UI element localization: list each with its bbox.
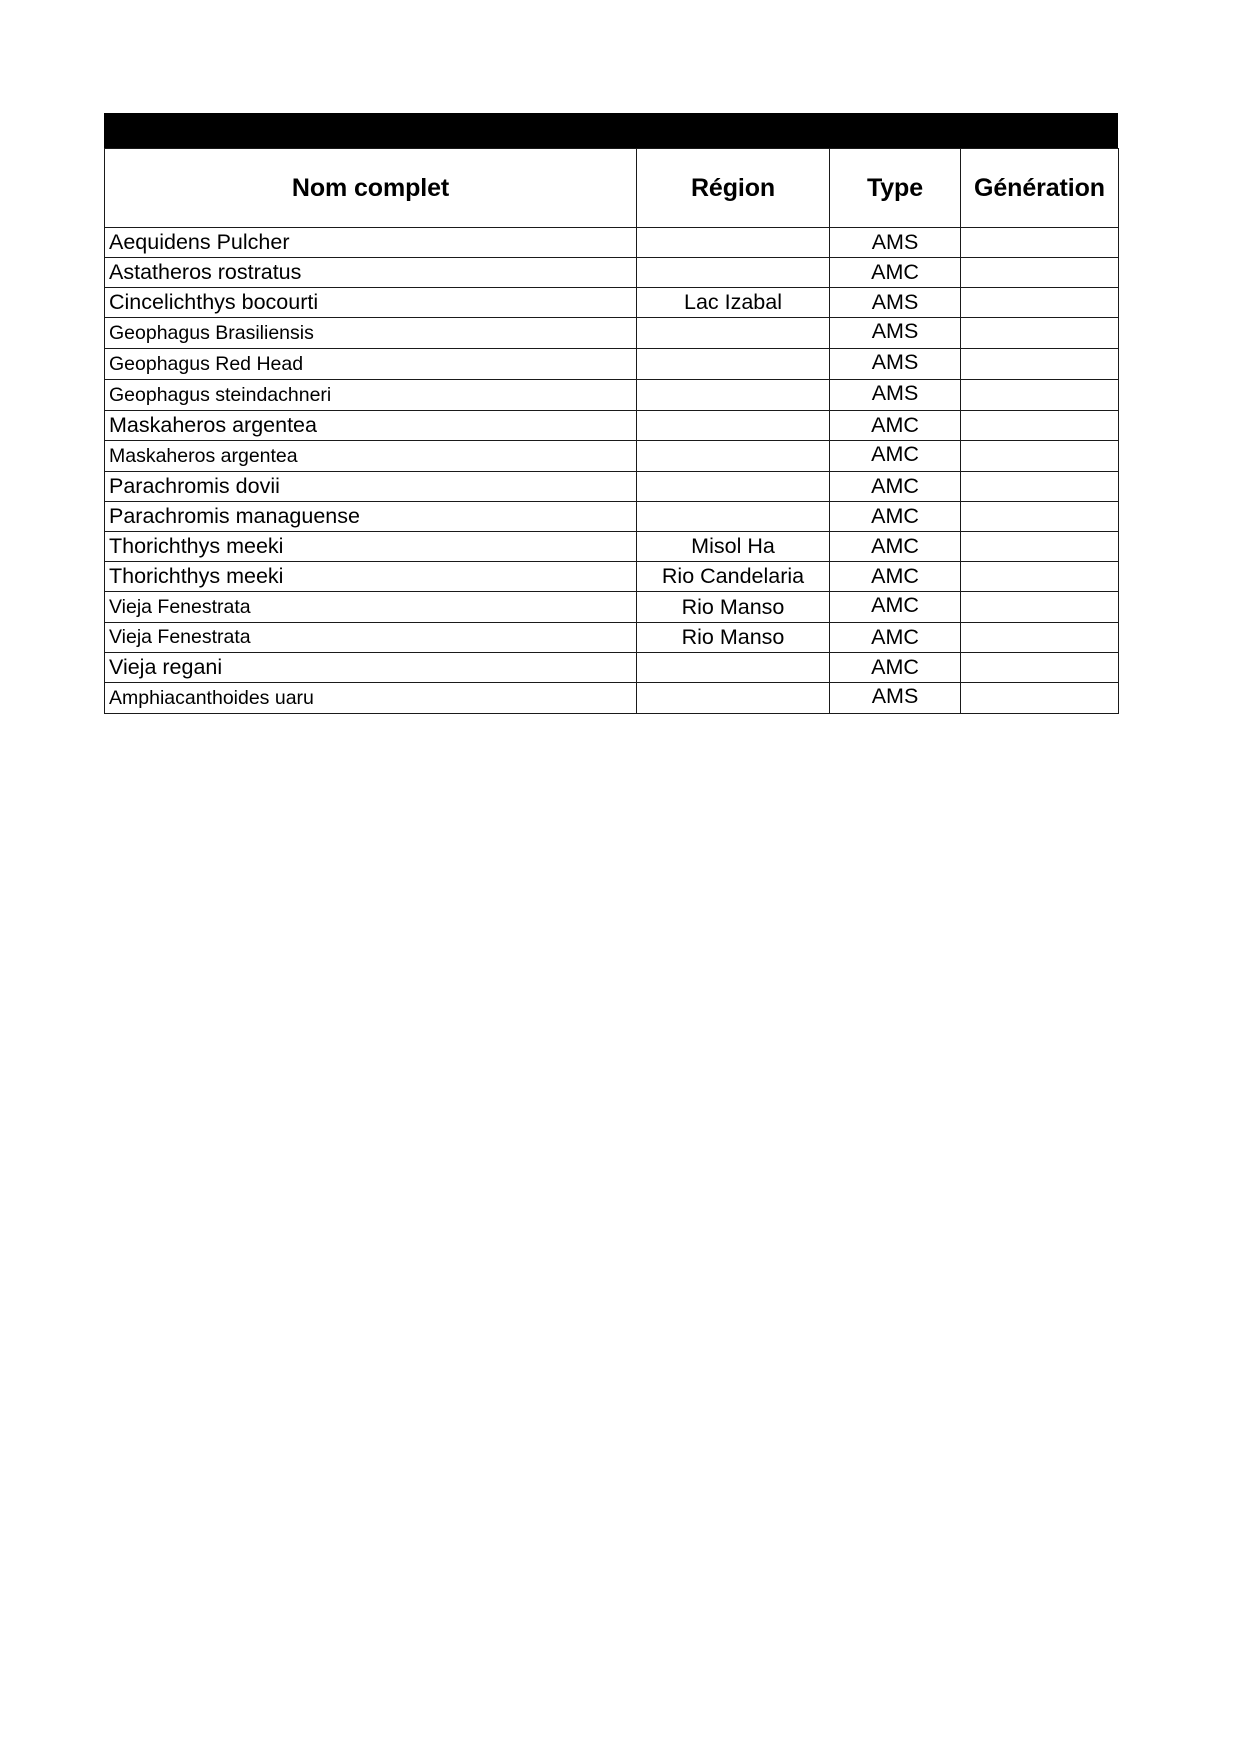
table-row	[105, 472, 1119, 502]
cell-region: Rio Candelaria	[637, 562, 830, 592]
cell-region: Lac Izabal	[637, 288, 830, 318]
cell-nom-complet: Parachromis dovii	[105, 472, 637, 502]
cell-nom-complet: Maskaheros argentea	[105, 441, 637, 472]
cell-region	[637, 380, 830, 411]
table-row	[105, 318, 1119, 349]
table-row	[105, 592, 1119, 623]
table-row	[105, 653, 1119, 683]
cell-generation	[961, 562, 1119, 592]
cell-nom-complet: Thorichthys meeki	[105, 562, 637, 592]
table-row	[105, 411, 1119, 441]
cell-generation	[961, 683, 1119, 714]
cell-nom-complet: Thorichthys meeki	[105, 532, 637, 562]
cell-nom-complet: Amphiacanthoides uaru	[105, 683, 637, 714]
cell-region	[637, 653, 830, 683]
cell-nom-complet: Vieja regani	[105, 653, 637, 683]
cell-type: AMC	[830, 623, 961, 653]
cell-generation	[961, 228, 1119, 258]
cell-type: AMC	[830, 258, 961, 288]
cell-generation	[961, 258, 1119, 288]
cell-type: AMC	[830, 653, 961, 683]
cell-type: AMS	[830, 683, 961, 714]
cell-region	[637, 472, 830, 502]
cell-region	[637, 411, 830, 441]
table-header-row	[105, 149, 1119, 228]
cell-nom-complet: Maskaheros argentea	[105, 411, 637, 441]
table-row	[105, 258, 1119, 288]
cell-generation	[961, 411, 1119, 441]
cell-type: AMC	[830, 411, 961, 441]
cell-type: AMC	[830, 562, 961, 592]
cell-nom-complet: Vieja Fenestrata	[105, 592, 637, 623]
cell-generation	[961, 623, 1119, 653]
cell-region: Rio Manso	[637, 592, 830, 623]
cell-generation	[961, 653, 1119, 683]
cell-region	[637, 258, 830, 288]
table-row	[105, 288, 1119, 318]
cell-type: AMC	[830, 502, 961, 532]
table-row	[105, 532, 1119, 562]
cell-nom-complet: Geophagus steindachneri	[105, 380, 637, 411]
table-row	[105, 623, 1119, 653]
table-row	[105, 349, 1119, 380]
cell-nom-complet: Astatheros rostratus	[105, 258, 637, 288]
cell-nom-complet: Vieja Fenestrata	[105, 623, 637, 653]
cell-generation	[961, 318, 1119, 349]
cell-generation	[961, 349, 1119, 380]
cell-type: AMC	[830, 441, 961, 472]
cell-generation	[961, 380, 1119, 411]
cell-generation	[961, 472, 1119, 502]
cell-generation	[961, 288, 1119, 318]
cell-region	[637, 318, 830, 349]
cell-region: Rio Manso	[637, 623, 830, 653]
table-row	[105, 683, 1119, 714]
table-row	[105, 441, 1119, 472]
cell-generation	[961, 592, 1119, 623]
cell-nom-complet: Cincelichthys bocourti	[105, 288, 637, 318]
cell-nom-complet: Geophagus Brasiliensis	[105, 318, 637, 349]
cell-type: AMC	[830, 532, 961, 562]
table-row	[105, 562, 1119, 592]
cell-generation	[961, 532, 1119, 562]
column-header-region: Région	[637, 149, 830, 228]
cell-generation	[961, 441, 1119, 472]
cell-type: AMS	[830, 349, 961, 380]
table-row	[105, 380, 1119, 411]
header-banner	[104, 113, 1118, 148]
column-header-type: Type	[830, 149, 961, 228]
cell-generation	[961, 502, 1119, 532]
table-row	[105, 502, 1119, 532]
cell-type: AMS	[830, 380, 961, 411]
cell-nom-complet: Aequidens Pulcher	[105, 228, 637, 258]
cell-type: AMS	[830, 318, 961, 349]
column-header-generation: Génération	[961, 149, 1119, 228]
column-header-nom-complet: Nom complet	[105, 149, 637, 228]
cell-region	[637, 349, 830, 380]
cell-region	[637, 228, 830, 258]
table-row	[105, 228, 1119, 258]
cell-nom-complet: Parachromis managuense	[105, 502, 637, 532]
cell-nom-complet: Geophagus Red Head	[105, 349, 637, 380]
species-table	[104, 148, 1119, 714]
cell-region	[637, 441, 830, 472]
cell-type: AMS	[830, 288, 961, 318]
cell-region	[637, 683, 830, 714]
cell-region	[637, 502, 830, 532]
cell-type: AMC	[830, 592, 961, 623]
table-body	[105, 228, 1119, 714]
cell-type: AMS	[830, 228, 961, 258]
cell-region: Misol Ha	[637, 532, 830, 562]
cell-type: AMC	[830, 472, 961, 502]
